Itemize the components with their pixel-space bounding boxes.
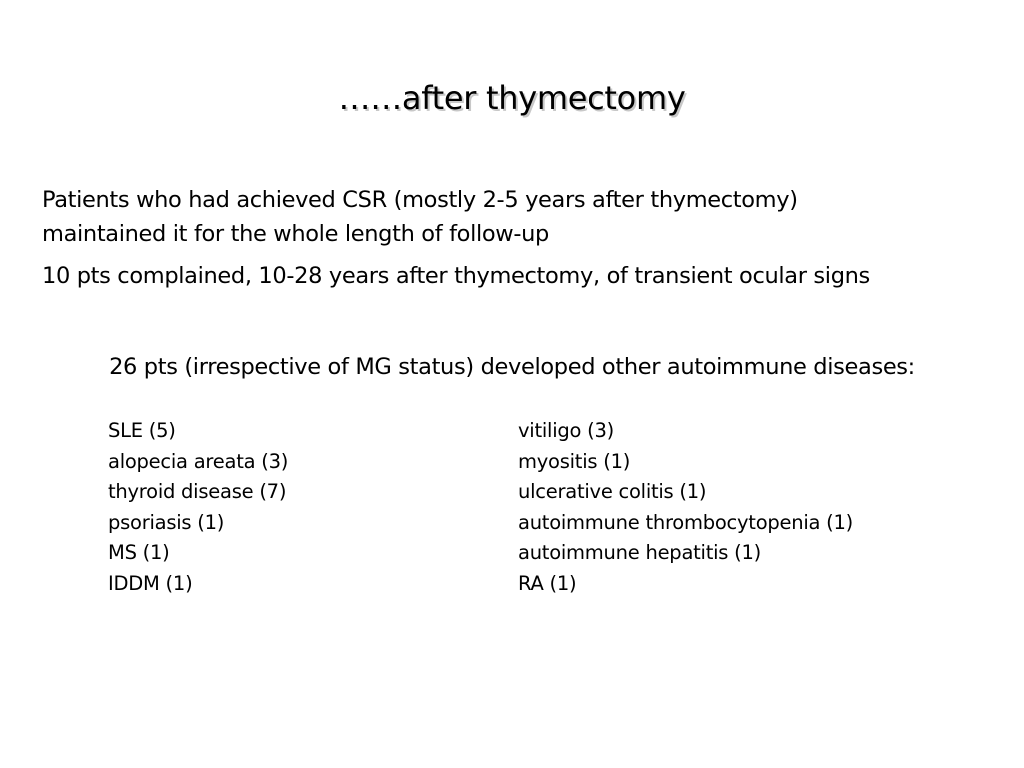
csr-paragraph-line-1: Patients who had achieved CSR (mostly 2-5 years after thymectomy) <box>42 187 798 213</box>
csr-paragraph-line-2: maintained it for the whole length of follow-up <box>42 221 549 247</box>
disease-item: psoriasis (1) <box>108 510 225 534</box>
disease-item: myositis (1) <box>518 449 631 473</box>
disease-item: thyroid disease (7) <box>108 480 287 504</box>
disease-list-left <box>108 416 288 600</box>
csr-paragraph <box>42 183 798 251</box>
disease-item: MS (1) <box>108 541 170 565</box>
autoimmune-diseases-heading: 26 pts (irrespective of MG status) developed other autoimmune diseases: <box>109 354 915 380</box>
disease-item: RA (1) <box>518 571 577 595</box>
disease-item: IDDM (1) <box>108 571 193 595</box>
disease-item: alopecia areata (3) <box>108 449 289 473</box>
disease-item: autoimmune thrombocytopenia (1) <box>518 510 854 534</box>
disease-item: autoimmune hepatitis (1) <box>518 541 761 565</box>
slide-title: ……after thymectomy <box>338 79 686 117</box>
disease-item: vitiligo (3) <box>518 419 614 442</box>
ocular-signs-paragraph: 10 pts complained, 10-28 years after thymectomy, of transient ocular signs <box>42 263 870 289</box>
disease-item: ulcerative colitis (1) <box>518 480 707 504</box>
disease-item: SLE (5) <box>108 419 176 442</box>
disease-list-right <box>518 416 853 600</box>
